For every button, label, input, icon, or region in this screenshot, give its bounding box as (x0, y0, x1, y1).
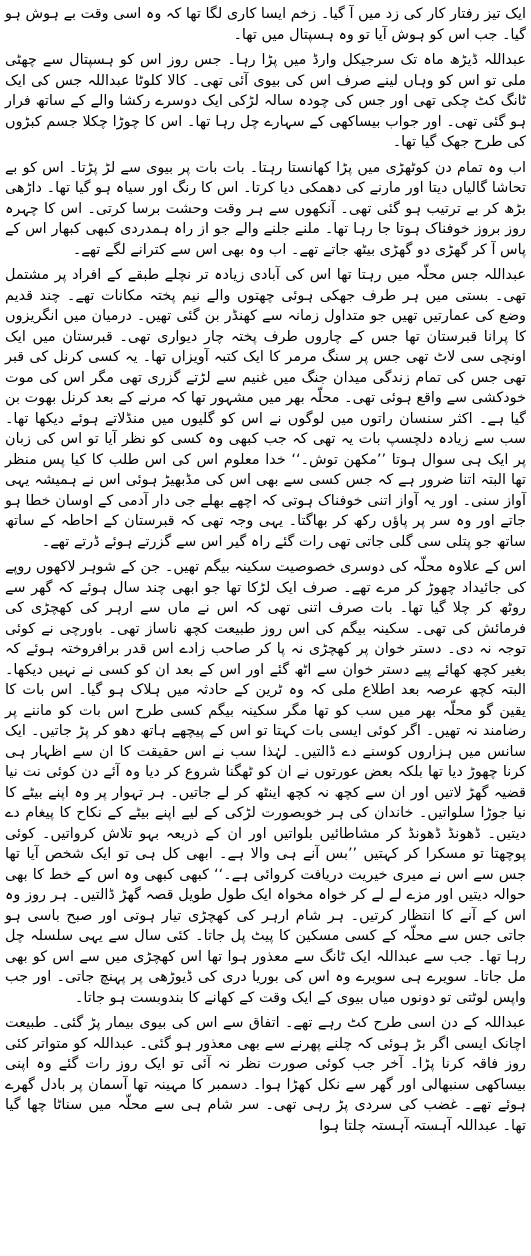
paragraph-3: اب وہ تمام دن کوٹھڑی میں پڑا کھانستا رہتا۔ بات بات پر بیوی سے لڑ پڑتا۔ اس کو بے تحاشا گالیاں دیتا اور مارنے کی دھمکی دیا کرتا۔ اس کا رنگ اور سیاہ ہو گیا تھا۔ داڑھی بڑھ کر بے ترتیب ہو گئی تھی۔ آنکھوں سے ہر وقت وحشت برسا کرتی۔ اس کا چہرہ روز بروز خوفناک ہوتا جا رہا تھا۔ ملنے جلنے والے جو از راہ ہمدردی کبھی کبھار اس کے پاس آ کر گھڑی دو گھڑی بیٹھ جاتے تھے۔ اب وہ بھی اس سے کترانے لگے تھے۔ (5, 159, 526, 258)
paragraph-1: ایک تیز رفتار کار کی زد میں آ گیا۔ زخم ایسا کاری لگا تھا کہ وہ اسی وقت بے ہوش ہو گیا۔ جب اس کو ہوش آیا تو وہ ہسپتال میں تھا۔ (5, 6, 526, 43)
story-text (5, 4, 526, 1141)
paragraph-4: عبداللہ جس محلّہ میں رہتا تھا اس کی آبادی زیادہ تر نچلے طبقے کے افراد پر مشتمل تھی۔ بستی میں ہر طرف جھکی ہوئی چھتوں والے نیم پختہ مکانات تھے۔ چند قدیم وضع کی عمارتیں تھیں جو متداول زمانہ سے کھنڈر بن گئی تھیں۔ درمیان میں انگریزوں کا پرانا قبرستان تھا جس کے چاروں طرف پختہ چار دیواری تھی۔ قبرستان میں ایک اونچی سی لاٹ تھی جس پر سنگ مرمر کا ایک کتبہ آویزاں تھا۔ یہ کسی کرنل کی قبر تھی جس کی تمام زندگی میدان جنگ میں غنیم سے لڑتے گزری تھی مگر اس کی موت خودکشی سے واقع ہوئی تھی۔ محلّہ بھر میں مشہور تھا کہ مرنے کے بعد کرنل بھوت بن گیا ہے۔ اکثر سنسان راتوں میں لوگوں نے اس کو گلیوں میں منڈلاتے ہوئے دیکھا تھا۔ سب سے زیادہ دلچسپ بات یہ تھی کہ جب کبھی وہ کسی کو نظر آیا تو اس کی زبان پر ایک ہی سوال ہوتا ’’مکھن توش۔‘‘ خدا معلوم اس کی اس طلب کا کیا پس منظر تھا البتہ اتنا ضرور ہے کہ جس کسی سے بھی اس کی مڈبھیڑ ہوئی اس نے ہمیشہ یہی آواز سنی۔ اور یہ آواز اتنی خوفناک ہوتی کہ اچھے بھلے جی دار آدمی کے اوسان خطا ہو جاتے اور وہ سر پر پاؤں رکھ کر بھاگتا۔ یہی وجہ تھی کہ قبرستان کے احاطہ کے ساتھ ساتھ جو پتلی سی گلی جاتی تھی رات گئے راہ گیر اس سے گزرتے ہوئے ڈرتے تھے۔ (5, 267, 526, 550)
paragraph-2: عبداللہ ڈیڑھ ماہ تک سرجیکل وارڈ میں پڑا رہا۔ جس روز اس کو ہسپتال سے چھٹی ملی تو اس کو وہاں لینے صرف اس کی بیوی آئی تھی۔ کالا کلوٹا عبداللہ جس کی ایک ٹانگ کٹ چکی تھی اور جس کی چودہ سالہ لڑکی ایک دوسرے رکشا والے کے ساتھ فرار ہو گئی تھی۔ اور جواب بیساکھی کے سہارے چل رہا تھا۔ اس کا چوڑا چکلا جسم کبڑوں کی طرح جھک گیا تھا۔ (5, 52, 526, 150)
paragraph-6: عبداللہ کے دن اسی طرح کٹ رہے تھے۔ اتفاق سے اس کی بیوی بیمار پڑ گئی۔ طبیعت اچانک ایسی اگر بڑ ہوئی کہ چلنے پھرنے سے بھی معذور ہو گئی۔ عبداللہ کو متواتر کئی روز فاقہ کرنا پڑا۔ آخر جب کوئی صورت نظر نہ آئی تو ایک روز رات گئے وہ اپنی بیساکھی سنبھالی اور گھر سے نکل کھڑا ہوا۔ دسمبر کا مہینہ تھا آسمان پر بادل گھرے ہوئے تھے۔ غضب کی سردی پڑ رہی تھی۔ سر شام ہی سے محلّہ میں سناٹا چھا گیا تھا۔ عبداللہ آہستہ آہستہ چلتا ہوا (5, 1015, 526, 1134)
paragraph-5: اس کے علاوہ محلّہ کی دوسری خصوصیت سکینہ بیگم تھیں۔ جن کے شوہر لاکھوں روپے کی جائیداد چھوڑ کر مرے تھے۔ صرف ایک لڑکا تھا جو ابھی چند سال ہوئے کہ گھر سے روٹھ کر چلا گیا تھا۔ بات صرف اتنی تھی کہ اس نے ماں سے ارہر کی کھچڑی کی فرمائش کی تھی۔ سکینہ بیگم کی اس روز طبیعت کچھ ناساز تھی۔ باورچی نے کوئی توجہ نہ دی۔ دستر خوان پر کھچڑی نہ پا کر صاحب زادے اس قدر برافروختہ ہوئے کہ بغیر کچھ کھائے پیے دستر خوان سے اٹھ گئے اور اس کے بعد ان کو کسی نے نہیں دیکھا۔ البتہ کچھ عرصہ بعد اطلاع ملی کہ وہ ٹرین کے حادثہ میں ہلاک ہو گیا۔ اس بات کا یقین گو محلّہ بھر میں سب کو تھا مگر سکینہ بیگم کسی طرح اس بات کو ماننے پر رضامند نہ تھیں۔ اگر کوئی ایسی بات کہتا تو اس کے پیچھے ہاتھ دھو کر پڑ جاتیں۔ ایک سانس میں ہزاروں کوسنے دے ڈالتیں۔ لہٰذا سب نے اس حقیقت کا ان سے اظہار ہی کرنا چھوڑ دیا تھا بلکہ بعض عورتوں نے ان کو ٹھگنا شروع کر دیا وہ آئے دن کوئی نت نیا قضیہ گھڑ لاتیں اور ان سے کچھ نہ کچھ اینٹھ کر لے جاتیں۔ ہر تہوار پر وہ اپنے بیٹے کا نیا جوڑا سلواتیں۔ خاندان کی ہر خوبصورت لڑکی کے لیے اپنے بیٹے کے نکاح کا پیغام دے دیتیں۔ ڈھونڈ ڈھونڈ کر مشاطائیں بلواتیں اور ان کے ذریعہ بہو تلاش کرواتیں۔ کوئی پوچھتا تو مسکرا کر کہتیں ’’بس آنے ہی والا ہے۔ ابھی کل ہی تو ایک شخص آیا تھا جس سے اس نے میری خیریت دریافت کروائی ہے۔‘‘ کبھی کبھی وہ اس کے خط کا بھی حوالہ دیتیں اور مزے لے لے کر خواہ مخواہ ایک طول طویل قصہ گھڑ ڈالتیں۔ ہر روز وہ اس کے آنے کا انتظار کرتیں۔ ہر شام ارہر کی کھچڑی تیار ہوتی اور صبح باسی ہو جاتی جس سے محلّہ کے کسی مسکین کا پیٹ پل جاتا۔ کئی سال سے یہی سلسلہ چل رہا تھا۔ جب سے عبداللہ ایک ٹانگ سے معذور ہوا تھا اس کھچڑی میں سے اس کو بھی مل جاتا۔ سویرے ہی سویرے وہ اس کی بوریا دری کی ڈیوڑھی پر پہنچ جاتی۔ اور جب واپس لوٹتی تو دونوں میاں بیوی کے ایک وقت کے کھانے کا بندوبست ہو جاتا۔ (5, 559, 526, 1006)
